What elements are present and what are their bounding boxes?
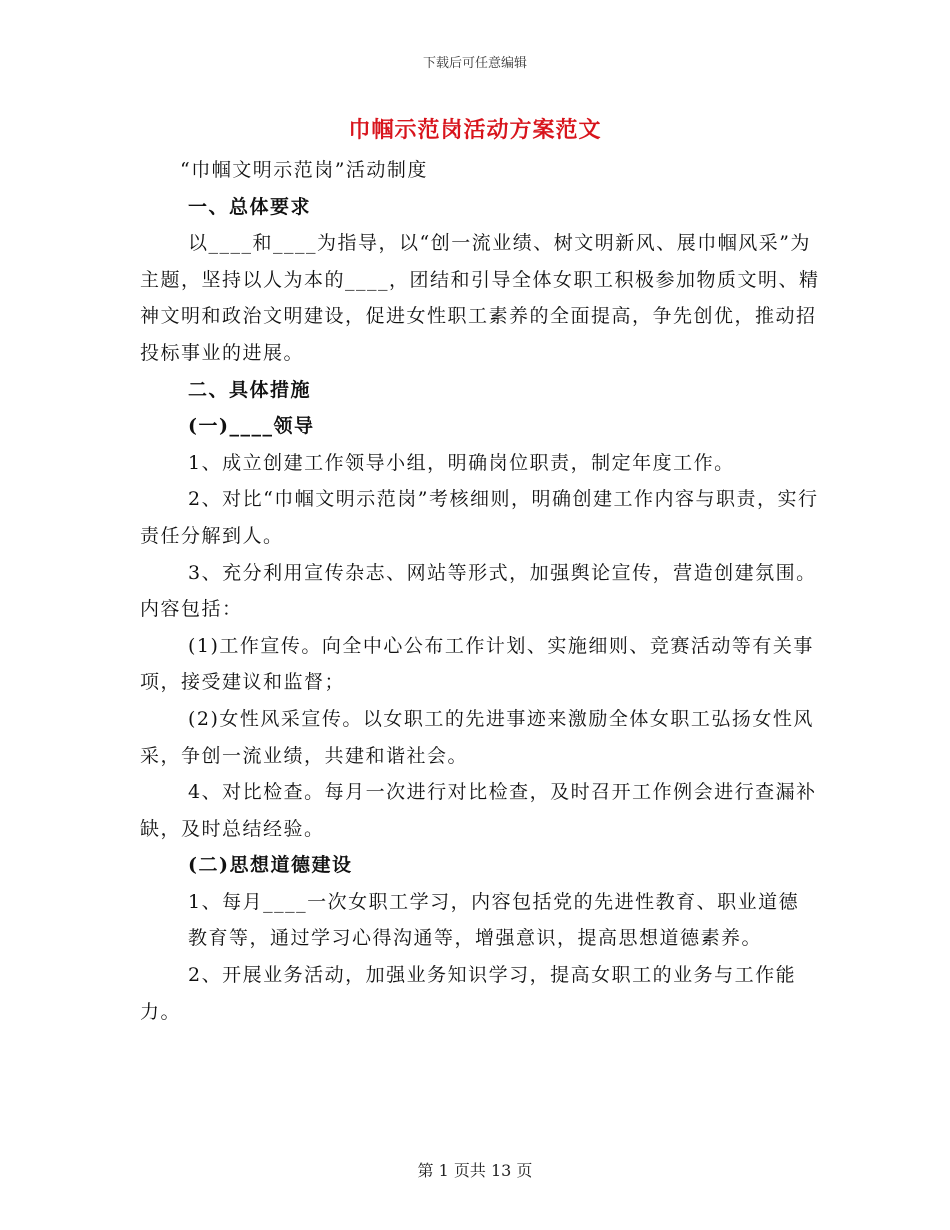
- document-title: 巾帼示范岗活动方案范文: [348, 117, 602, 143]
- section-heading-measures: 二、具体措施: [188, 378, 312, 401]
- paragraph-subitem-2: (2)女性风采宣传。以女职工的先进事迹来激励全体女职工弘扬女性风采，争创一流业绩，共建和谐社会。: [140, 707, 814, 767]
- subsection-heading-leadership: (一)____领导: [188, 415, 315, 438]
- paragraph-item-3: 3、充分利用宣传杂志、网站等形式，加强舆论宣传，营造创建氛围。内容包括：: [140, 561, 817, 621]
- paragraph-item-4: 4、对比检查。每月一次进行对比检查，及时召开工作例会进行查漏补缺，及时总结经验。: [140, 781, 817, 840]
- subtitle-paragraph: “巾帼文明示范岗”活动制度: [180, 159, 428, 181]
- paragraph-ethics-item-1: 1、每月____一次女职工学习，内容包括党的先进性教育、职业道德: [188, 890, 800, 913]
- paragraph-general-requirements: 以____和____为指导，以“创一流业绩、树文明新风、展巾帼风采”为主题，坚持以人为本的____，团结和引导全体女职工积极参加物质文明、精神文明和政治文明建设，促进女性职工素养的全面提高，争先创优，推动招投标事业的进展。: [140, 232, 820, 364]
- subsection-heading-ethics: (二)思想道德建设: [188, 854, 353, 877]
- paragraph-item-2: 2、对比“巾帼文明示范岗”考核细则，明确创建工作内容与职责，实行责任分解到人。: [140, 488, 819, 547]
- section-heading-general: 一、总体要求: [188, 195, 312, 218]
- document-body: [140, 152, 820, 1030]
- paragraph-item-1: 1、成立创建工作领导小组，明确岗位职责，制定年度工作。: [188, 451, 735, 474]
- paragraph-ethics-item-2: 2、开展业务活动，加强业务知识学习，提高女职工的业务与工作能力。: [140, 964, 797, 1023]
- paragraph-subitem-1: (1)工作宣传。向全中心公布工作计划、实施细则、竞赛活动等有关事项，接受建议和监督；: [140, 634, 814, 694]
- paragraph-ethics-item-1-cont: 教育等，通过学习心得沟通等，增强意识，提高思想道德素养。: [188, 927, 763, 950]
- header-note: 下载后可任意编辑: [422, 56, 527, 71]
- page-footer: 第 1 页共 13 页: [417, 1161, 533, 1180]
